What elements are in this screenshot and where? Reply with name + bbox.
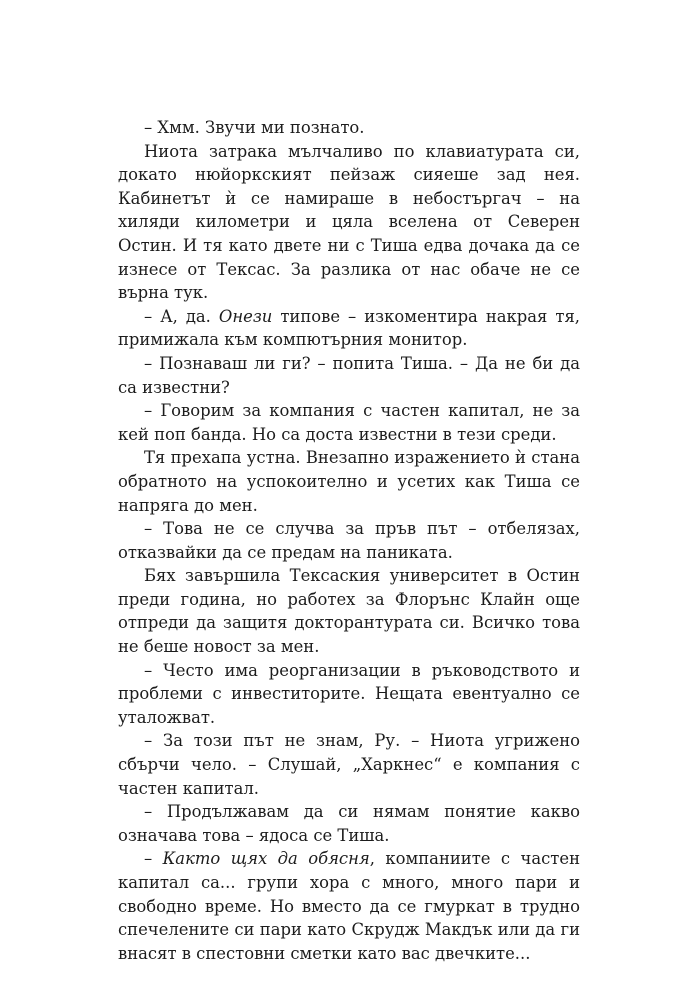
paragraph: Тя прехапа устна. Внезапно изражението ѝ стана обратното на успокоително и усетих как Тиша се напряга до мен. (118, 448, 580, 515)
paragraph: – Хмм. Звучи ми познато. (144, 118, 365, 137)
paragraph: – Често има реорганизации в ръководството и проблеми с инвеститорите. Нещата евентуално се уталожват. (118, 660, 580, 727)
paragraph: – А, да. Онези типове – изкоментира накрая тя, примижала към компютърния монитор. (118, 306, 580, 350)
paragraph: – Това не се случва за пръв път – отбелязах, отказвайки да се предам на паниката. (118, 519, 580, 562)
paragraph: – За този път не знам, Ру. – Ниота угрижено сбърчи чело. – Слушай, „Харкнес“ е компания с частен капитал. (118, 731, 580, 798)
paragraph: Бях завършила Тексаския университет в Остин преди година, но работех за Флорънс Клайн още отпреди да защитя докторантурата си. Всичко това не беше новост за мен. (118, 566, 580, 657)
paragraph: – Продължавам да си нямам понятие какво означава това – ядоса се Тиша. (118, 802, 580, 845)
paragraph: – Както щях да обясня, компаниите с частен капитал са... групи хора с много, много пари и свободно време. Но вместо да се гмуркат в трудно спечелените си пари като Скрудж Макдък или да ги внасят в спестовни сметки като вас двечките... (118, 849, 580, 963)
paragraph: – Познаваш ли ги? – попита Тиша. – Да не би да са известни? (118, 353, 580, 397)
page-body-text (118, 116, 580, 965)
paragraph: – Говорим за компания с частен капитал, не за кей поп банда. Но са доста известни в тези среди. (118, 401, 580, 444)
paragraph: Ниота затрака мълчаливо по клавиатурата си, докато нюйоркският пейзаж сияеше зад нея. Кабинетът ѝ се намираше в небостъргач – на хиляди километри и цяла вселена от Северен Остин. И тя като двете ни с Тиша едва дочака да се изнесе от Тексас. За разлика от нас обаче не се върна тук. (118, 141, 580, 303)
